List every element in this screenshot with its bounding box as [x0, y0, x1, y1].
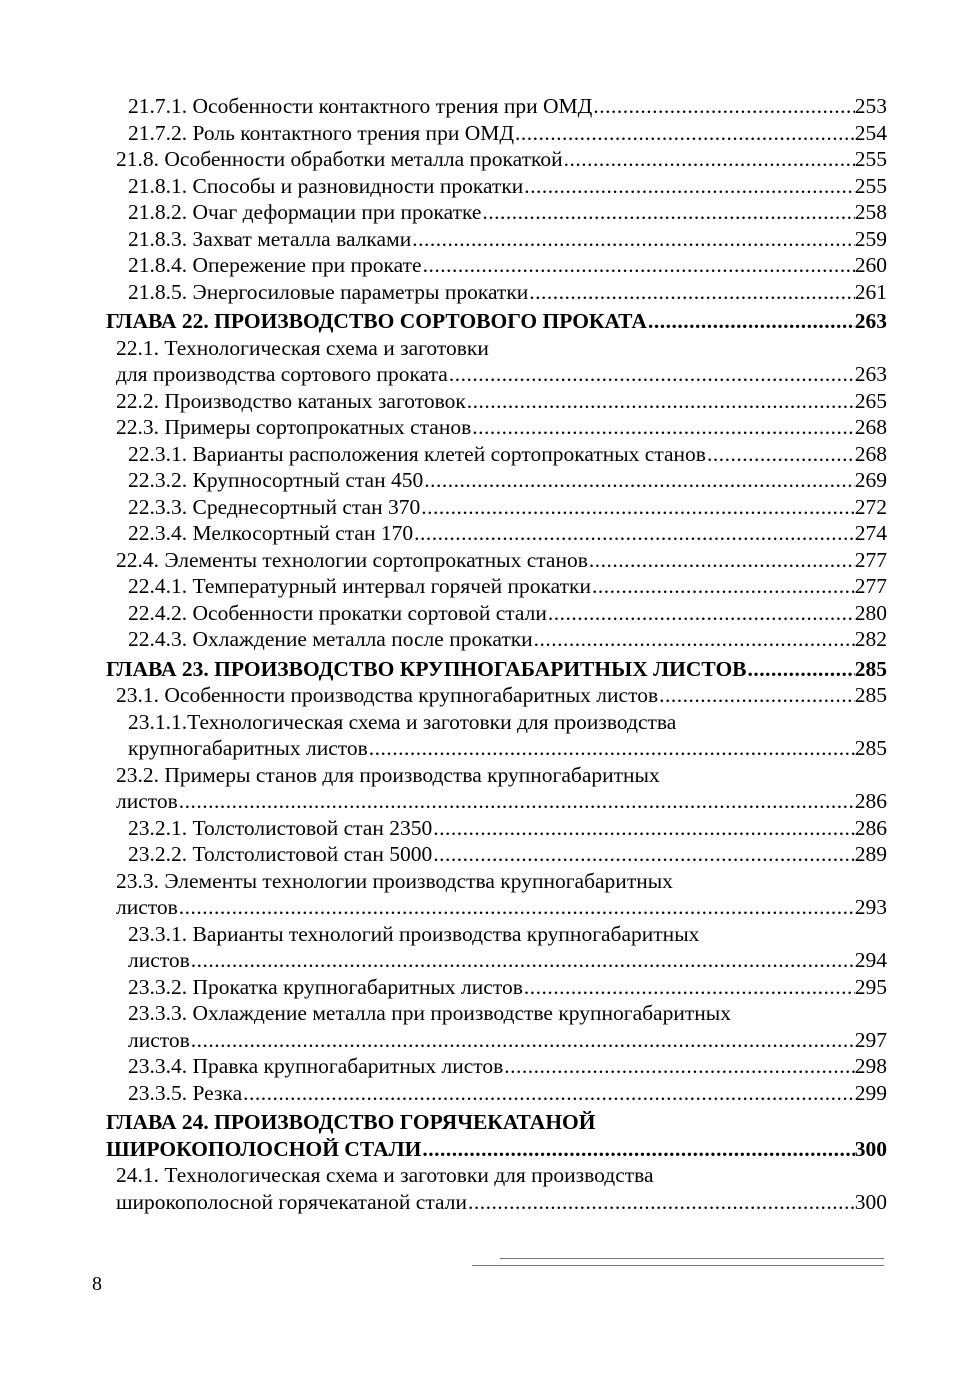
toc-entry-page: 293 — [854, 895, 887, 919]
table-of-contents — [106, 93, 887, 1215]
toc-chapter-heading — [106, 308, 887, 335]
toc-entry-continuation — [106, 894, 887, 921]
toc-entry-title: крупногабаритных листов — [128, 736, 368, 760]
toc-leader-dots — [514, 120, 855, 147]
toc-entry-page: 263 — [854, 309, 887, 333]
toc-leader-dots — [368, 735, 855, 762]
toc-entry-title: для производства сортового проката — [116, 362, 448, 386]
toc-entry-page: 299 — [854, 1080, 887, 1105]
toc-leader-dots — [432, 841, 855, 868]
toc-entry-page: 298 — [854, 1054, 887, 1078]
toc-entry-title: листов — [128, 948, 190, 972]
page-number: 8 — [92, 1273, 102, 1295]
toc-leader-dots — [466, 388, 855, 415]
toc-entry — [106, 573, 887, 600]
toc-leader-dots — [592, 93, 854, 120]
toc-entry — [106, 199, 887, 226]
toc-entry — [106, 441, 887, 468]
toc-entry-title: 22.2. Производство катаных заготовок — [116, 388, 466, 413]
toc-entry-title: листов — [116, 789, 178, 813]
toc-entry-page: 286 — [854, 815, 887, 840]
toc-leader-dots — [547, 600, 855, 627]
toc-entry-title: 22.4. Элементы технологии сортопрокатных станов — [116, 547, 588, 572]
toc-entry — [106, 1080, 887, 1107]
toc-leader-dots — [503, 1053, 854, 1080]
toc-entry — [106, 494, 887, 521]
toc-leader-dots — [523, 974, 855, 1001]
toc-entry — [106, 226, 887, 253]
toc-entry-title: 23.3.1. Варианты технологий производства крупногабаритных — [128, 921, 700, 946]
toc-chapter-heading-continuation — [106, 1136, 887, 1163]
toc-entry — [106, 974, 887, 1001]
toc-entry-page: 295 — [854, 974, 887, 999]
toc-leader-dots — [523, 173, 854, 200]
toc-entry-title: 21.7.2. Роль контактного трения при ОМД — [128, 120, 515, 145]
toc-leader-dots — [178, 894, 855, 921]
toc-entry-title: 23.3.5. Резка — [128, 1080, 243, 1105]
toc-leader-dots — [411, 226, 855, 253]
toc-entry-page: 254 — [854, 120, 887, 145]
toc-entry-page: 258 — [854, 200, 887, 224]
toc-entry — [106, 467, 887, 494]
toc-leader-dots — [533, 626, 855, 653]
toc-leader-dots — [588, 547, 855, 574]
toc-leader-dots — [242, 1080, 855, 1107]
footer-divider — [472, 1265, 884, 1266]
toc-entry — [106, 520, 887, 547]
toc-entry-title: 22.3.4. Мелкосортный стан 170 — [128, 521, 414, 545]
toc-entry-page: 285 — [854, 736, 887, 760]
toc-entry — [106, 626, 887, 653]
toc-entry-title: 23.1. Особенности производства крупногабаритных листов — [116, 683, 659, 707]
toc-entry-title: 23.3.4. Правка крупногабаритных листов — [128, 1054, 504, 1078]
toc-entry-continuation — [106, 735, 887, 762]
toc-entry-page: 255 — [854, 173, 887, 198]
toc-entry-page: 268 — [854, 441, 887, 466]
toc-leader-dots — [658, 682, 855, 709]
toc-entry-title: 21.8.1. Способы и разновидности прокатки — [128, 173, 524, 198]
toc-leader-dots — [563, 146, 855, 173]
toc-leader-dots — [747, 656, 855, 683]
footer-divider — [500, 1258, 884, 1259]
toc-entry-page: 285 — [854, 683, 887, 707]
toc-entry — [106, 279, 887, 306]
toc-entry-title: 22.3.1. Варианты расположения клетей сортопрокатных станов — [128, 441, 706, 466]
toc-chapter-heading — [106, 1109, 887, 1136]
toc-entry-continuation — [106, 947, 887, 974]
toc-entry-title: 21.8.4. Опережение при прокате — [128, 253, 422, 277]
toc-entry-continuation — [106, 361, 887, 388]
toc-leader-dots — [706, 441, 855, 468]
toc-entry — [106, 868, 887, 895]
toc-leader-dots — [423, 467, 855, 494]
toc-chapter-heading — [106, 656, 887, 683]
toc-entry-title: 22.4.2. Особенности прокатки сортовой стали — [128, 600, 547, 625]
toc-leader-dots — [471, 414, 855, 441]
toc-leader-dots — [422, 252, 855, 279]
toc-entry — [106, 93, 887, 120]
toc-entry-page: 260 — [854, 253, 887, 277]
toc-entry-title: ГЛАВА 23. ПРОИЗВОДСТВО КРУПНОГАБАРИТНЫХ ЛИСТОВ — [106, 656, 747, 681]
toc-entry-page: 280 — [854, 600, 887, 625]
toc-leader-dots — [481, 199, 854, 226]
toc-leader-dots — [178, 788, 855, 815]
toc-entry-title: 22.3.3. Среднесортный стан 370 — [128, 494, 421, 519]
toc-entry-page: 286 — [854, 789, 887, 813]
toc-entry — [106, 921, 887, 948]
toc-leader-dots — [448, 361, 855, 388]
toc-entry-page: 263 — [854, 362, 887, 386]
toc-leader-dots — [467, 1189, 855, 1216]
toc-entry — [106, 815, 887, 842]
toc-entry-title: 23.2.2. Толстолистовой стан 5000 — [128, 842, 433, 866]
toc-entry — [106, 547, 887, 574]
toc-entry-title: 21.7.1. Особенности контактного трения при ОМД — [128, 94, 593, 118]
toc-leader-dots — [591, 573, 855, 600]
toc-entry-page: 269 — [854, 468, 887, 492]
toc-entry — [106, 252, 887, 279]
toc-entry — [106, 600, 887, 627]
toc-entry-page: 268 — [854, 415, 887, 439]
toc-entry-title: 23.3. Элементы технологии производства крупногабаритных — [116, 868, 673, 893]
toc-leader-dots — [413, 520, 855, 547]
toc-entry-continuation — [106, 788, 887, 815]
toc-entry — [106, 762, 887, 789]
toc-entry-title: 22.1. Технологическая схема и заготовки — [116, 335, 489, 360]
toc-entry-title: листов — [116, 895, 178, 919]
toc-entry — [106, 1162, 887, 1189]
toc-entry — [106, 414, 887, 441]
toc-entry-page: 261 — [854, 279, 887, 304]
toc-entry — [106, 120, 887, 147]
toc-entry-page: 297 — [854, 1027, 887, 1052]
toc-entry — [106, 1053, 887, 1080]
toc-entry-title: 21.8.5. Энергосиловые параметры прокатки — [128, 279, 529, 304]
toc-entry-title: ГЛАВА 24. ПРОИЗВОДСТВО ГОРЯЧЕКАТАНОЙ — [106, 1110, 596, 1134]
toc-entry-page: 289 — [854, 842, 887, 866]
toc-entry-title: 23.3.3. Охлаждение металла при производстве крупногабаритных — [128, 1001, 731, 1025]
toc-entry-page: 274 — [854, 521, 887, 545]
toc-entry — [106, 335, 887, 362]
toc-leader-dots — [421, 1136, 854, 1163]
toc-leader-dots — [528, 279, 854, 306]
toc-entry-title: 23.1.1.Технологическая схема и заготовки для производства — [128, 709, 677, 734]
toc-leader-dots — [647, 308, 855, 335]
toc-entry-title: 21.8. Особенности обработки металла прокаткой — [116, 147, 563, 171]
toc-entry-page: 253 — [854, 94, 887, 118]
toc-leader-dots — [190, 1027, 855, 1054]
toc-entry-continuation — [106, 1189, 887, 1216]
toc-entry-title: 23.3.2. Прокатка крупногабаритных листов — [128, 974, 523, 999]
toc-entry-page: 300 — [854, 1136, 887, 1161]
toc-entry-title: 22.3.2. Крупносортный стан 450 — [128, 468, 424, 492]
toc-entry-title: ГЛАВА 22. ПРОИЗВОДСТВО СОРТОВОГО ПРОКАТА — [106, 309, 647, 333]
toc-entry — [106, 173, 887, 200]
toc-entry-page: 272 — [854, 494, 887, 519]
toc-entry-title: 22.3. Примеры сортопрокатных станов — [116, 415, 472, 439]
toc-entry-title: 21.8.3. Захват металла валками — [128, 226, 412, 251]
toc-leader-dots — [420, 494, 855, 521]
toc-leader-dots — [432, 815, 855, 842]
toc-entry — [106, 388, 887, 415]
toc-entry-page: 255 — [854, 147, 887, 171]
toc-entry-page: 285 — [854, 656, 887, 681]
toc-entry-title: широкополосной горячекатаной стали — [116, 1189, 467, 1214]
toc-entry-continuation — [106, 1027, 887, 1054]
toc-entry-title: 22.4.1. Температурный интервал горячей прокатки — [128, 574, 591, 598]
toc-entry-page: 265 — [854, 388, 887, 413]
toc-entry-title: 22.4.3. Охлаждение металла после прокатки — [128, 627, 533, 651]
toc-entry — [106, 146, 887, 173]
toc-entry — [106, 682, 887, 709]
toc-entry-title: ШИРОКОПОЛОСНОЙ СТАЛИ — [106, 1136, 422, 1161]
toc-entry-page: 277 — [854, 574, 887, 598]
toc-entry-page: 277 — [854, 547, 887, 572]
toc-entry-title: 24.1. Технологическая схема и заготовки для производства — [116, 1163, 654, 1187]
toc-entry-page: 259 — [854, 226, 887, 251]
toc-entry-page: 282 — [854, 627, 887, 651]
toc-entry — [106, 841, 887, 868]
toc-entry-page: 294 — [854, 948, 887, 972]
toc-entry — [106, 1000, 887, 1027]
toc-entry — [106, 709, 887, 736]
toc-entry-page: 300 — [854, 1189, 887, 1214]
toc-leader-dots — [190, 947, 855, 974]
toc-entry-title: листов — [128, 1027, 190, 1052]
toc-entry-title: 23.2.1. Толстолистовой стан 2350 — [128, 815, 433, 840]
toc-entry-title: 21.8.2. Очаг деформации при прокатке — [128, 200, 482, 224]
toc-entry-title: 23.2. Примеры станов для производства крупногабаритных — [116, 762, 660, 787]
